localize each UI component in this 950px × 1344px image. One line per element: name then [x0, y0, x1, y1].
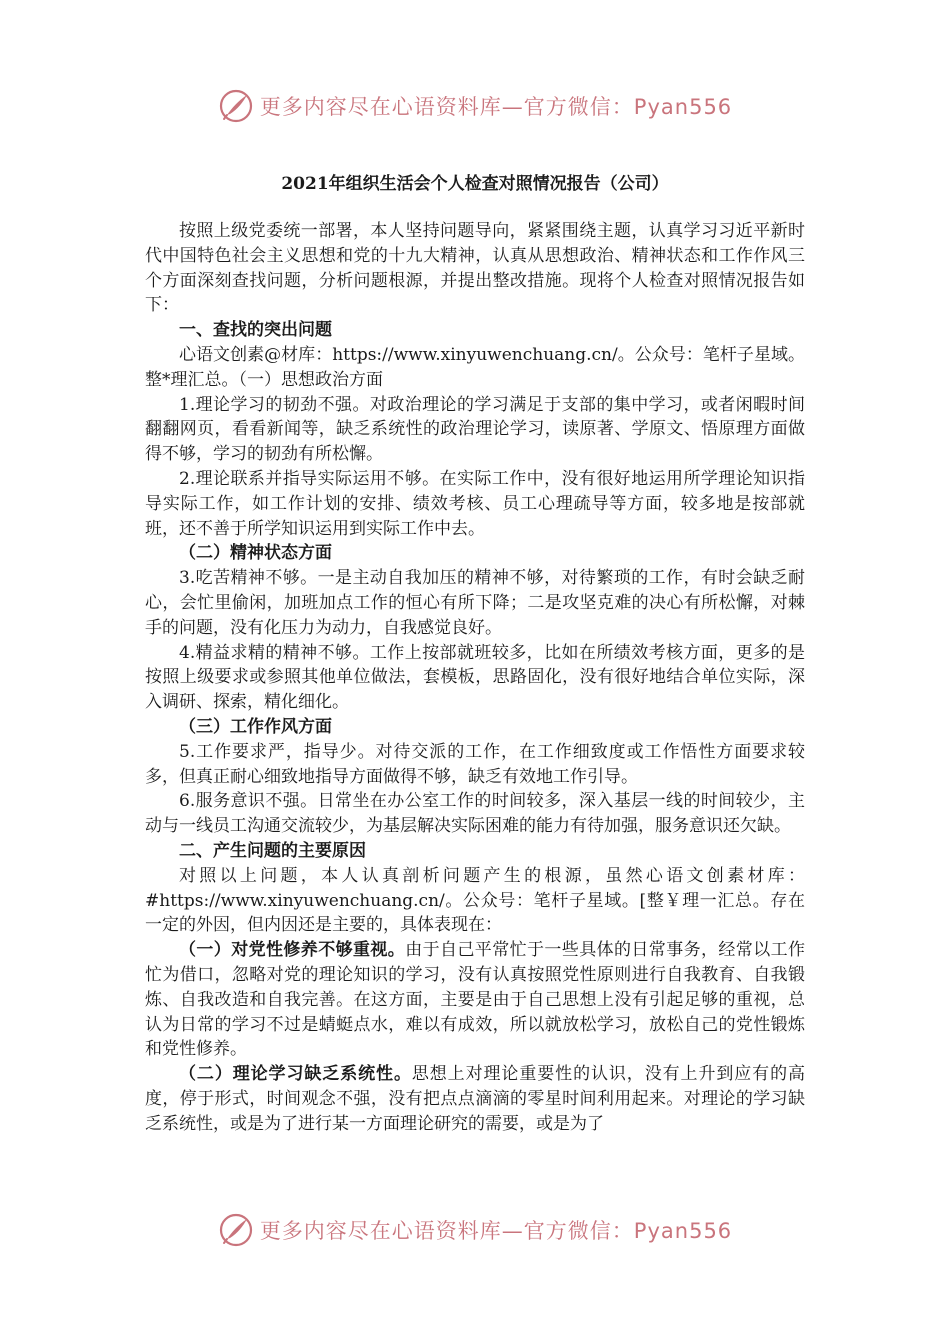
paragraph-text: 由于自己平常忙于一些具体的日常事务，经常以工作忙为借口，忽略对党的理论知识的学习，没有认真按照党性原则进行自我教育、自我锻炼、自我改造和自我完善。在这方面，主要是由于自己思想上没有引起足够的重视，总认为日常的学习不过是蜻蜓点水，难以有成效，所以就放松学习，放松自己的党性锻炼和党性修养。 — [145, 940, 806, 1060]
section-heading: 二、产生问题的主要原因 — [179, 840, 366, 861]
subsection-heading: （二）精神状态方面 — [179, 543, 332, 564]
paragraph-lead: （二）理论学习缺乏系统性。 — [179, 1064, 412, 1085]
body-paragraph: 4.精益求精的精神不够。工作上按部就班较多，比如在所绩效考核方面，更多的是按照上级要求或参照其他单位做法，套模板，思路固化，没有很好地结合单位实际，深入调研、探索，精化细化。 — [145, 642, 805, 713]
section-heading: 一、查找的突出问题 — [179, 320, 332, 341]
quill-logo-icon — [218, 1212, 254, 1248]
watermark-text: 更多内容尽在心语资料库—官方微信：Pyan556 — [259, 95, 733, 119]
body-paragraph: 1.理论学习的韧劲不强。对政治理论的学习满足于支部的集中学习，或者闲暇时间翻翻网页，看看新闻等，缺乏系统性的政治理论学习，读原著、学原文、悟原理方面做得不够，学习的韧劲有所松懈。 — [145, 394, 805, 465]
intro-paragraph: 按照上级党委统一部署，本人坚持问题导向，紧紧围绕主题，认真学习习近平新时代中国特色社会主义思想和党的十九大精神，认真从思想政治、精神状态和工作作风三个方面深刻查找问题，分析问题根源，并提出整改措施。现将个人检查对照情况报告如下： — [145, 221, 805, 316]
watermark-text: 更多内容尽在心语资料库—官方微信：Pyan556 — [259, 1219, 733, 1243]
body-paragraph: 6.服务意识不强。日常坐在办公室工作的时间较多，深入基层一线的时间较少，主动与一线员工沟通交流较少，为基层解决实际困难的能力有待加强，服务意识还欠缺。 — [145, 791, 805, 837]
document-title: 2021年组织生活会个人检查对照情况报告（公司） — [281, 174, 669, 194]
body-paragraph-with-lead — [145, 1062, 805, 1136]
body-paragraph: 5.工作要求严，指导少。对待交派的工作，在工作细致度或工作悟性方面要求较多，但真正耐心细致地指导方面做得不够，缺乏有效地工作引导。 — [145, 741, 805, 787]
document-body — [145, 219, 805, 1136]
paragraph-lead: （一）对党性修养不够重视。 — [179, 940, 406, 961]
paragraph-text: 思想上对理论重要性的认识，没有上升到应有的高度，停于形式，时间观念不强，没有把点点滴滴的零星时间利用起来。对理论的学习缺乏系统性，或是为了进行某一方面理论研究的需要，或是为了 — [145, 1064, 806, 1134]
body-paragraph: 心语文创素@材库：https://www.xinyuwenchuang.cn/。公众号：笔杆子星域。整*理汇总。（一）思想政治方面 — [145, 344, 805, 390]
header-watermark-banner — [0, 84, 950, 128]
body-paragraph: 对照以上问题，本人认真剖析问题产生的根源，虽然心语文创素材库：#https://www.xinyuwenchuang.cn/。公众号：笔杆子星域。[整￥理一汇总。存在一定的外因，但内因还是主要的，具体表现在： — [145, 865, 805, 936]
body-paragraph: 3.吃苦精神不够。一是主动自我加压的精神不够，对待繁琐的工作，有时会缺乏耐心，会忙里偷闲，加班加点工作的恒心有所下降；二是攻坚克难的决心有所松懈，对棘手的问题，没有化压力为动力，自我感觉良好。 — [145, 568, 805, 638]
footer-watermark-banner — [0, 1208, 950, 1252]
subsection-heading: （三）工作作风方面 — [179, 716, 332, 737]
body-paragraph: 2.理论联系并指导实际运用不够。在实际工作中，没有很好地运用所学理论知识指导实际工作，如工作计划的安排、绩效考核、员工心理疏导等方面，较多地是按部就班，还不善于所学知识运用到实际工作中去。 — [145, 468, 805, 539]
body-paragraph-with-lead — [145, 938, 805, 1062]
quill-logo-icon — [218, 88, 254, 124]
